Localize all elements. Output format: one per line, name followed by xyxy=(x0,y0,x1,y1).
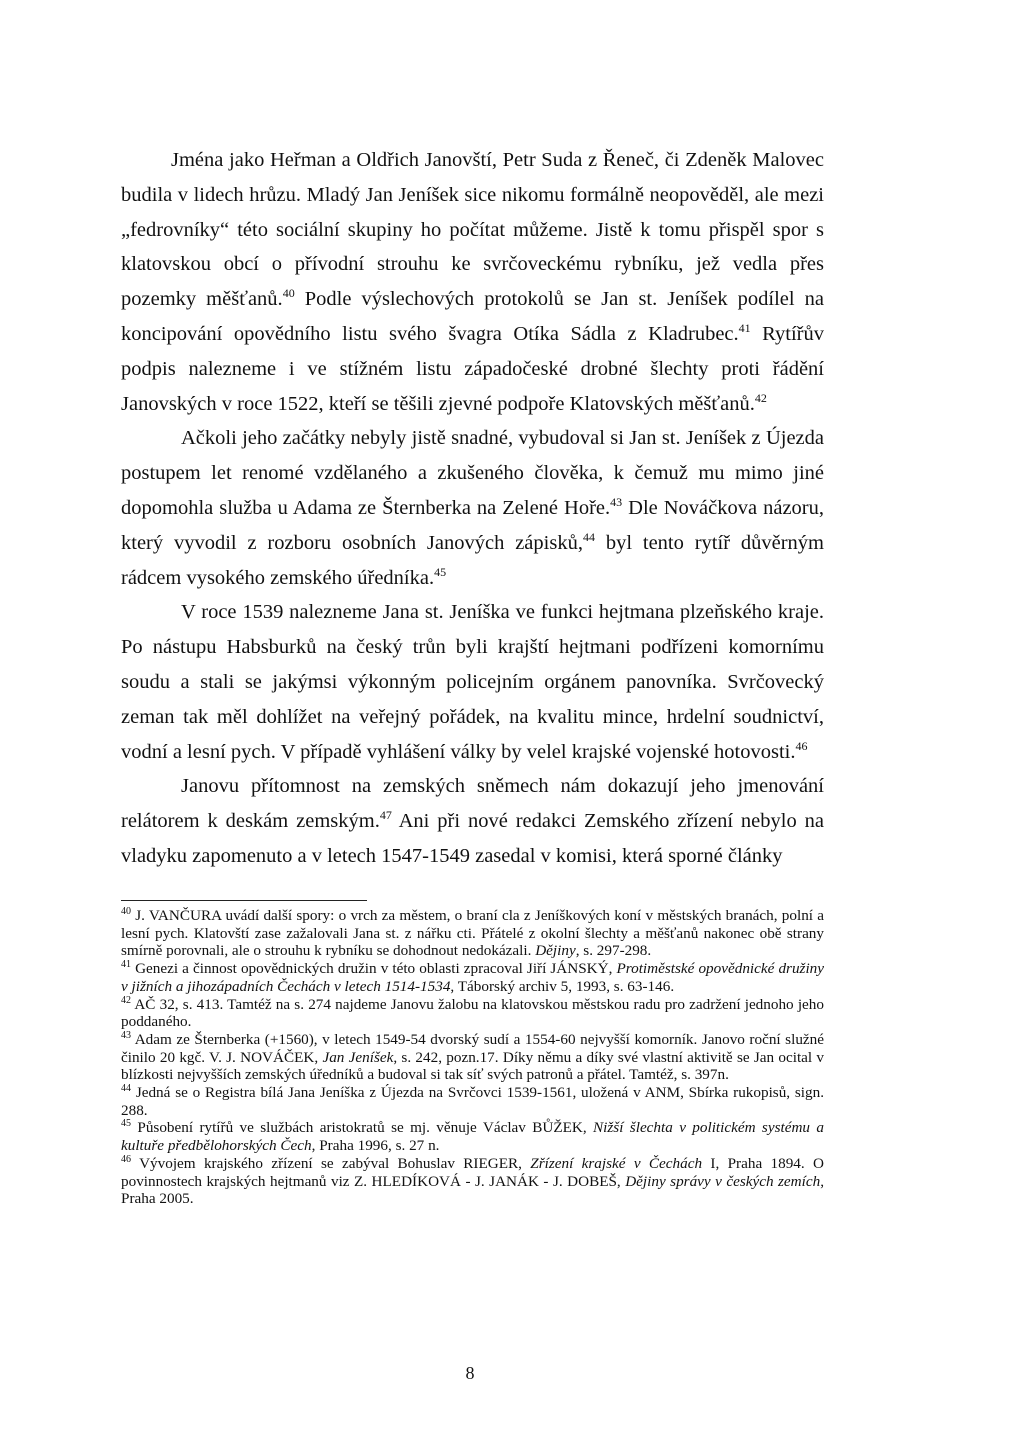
page-number: 8 xyxy=(465,1363,475,1383)
footnote xyxy=(121,907,824,960)
body-text xyxy=(121,143,824,874)
footnote-ref[interactable]: 47 xyxy=(379,808,392,823)
footnote-text: , Táborský archiv 5, 1993, s. 63-146. xyxy=(450,977,675,995)
paragraph xyxy=(121,421,824,595)
footnote-text: AČ 32, s. 413. Tamtéž na s. 274 najdeme Janovu žalobu na klatovskou městskou radu pro zadržení jednoho jeho poddaného. xyxy=(121,995,824,1031)
footnote xyxy=(121,960,824,995)
footnote-text: , Praha 2005. xyxy=(121,1172,824,1208)
paragraph-text: Podle výslechových protokolů se Jan st. Jeníšek podílel na koncipování opovědního listu svého švagra Otíka Sádla z Kladrubec. xyxy=(121,288,824,345)
paragraph-text: Ani při nové redakci Zemského zřízení nebylo na vladyku zapomenuto a v letech 1547-1549 zasedal v komisi, která sporné články xyxy=(121,810,824,867)
footnote-number: 43 xyxy=(121,1029,131,1041)
footnote-ref[interactable]: 44 xyxy=(582,529,595,544)
footnote-separator xyxy=(121,900,367,901)
footnote-text: I, Praha 1894. O povinnostech krajských hejtmanů viz Z. HLEDÍKOVÁ - J. JANÁK - J. DOBEŠ, xyxy=(121,1154,825,1190)
footnote-ref[interactable]: 40 xyxy=(282,286,295,301)
footnote xyxy=(121,1155,824,1208)
footnote-number: 44 xyxy=(121,1083,131,1095)
footnote-number: 41 xyxy=(121,959,131,971)
paragraph-text: Dle Nováčkova názoru, který vyvodil z rozboru osobních Janových zápisků, xyxy=(121,496,824,554)
footnote-text: Jedná se o Registra bílá Jana Jeníška z Újezda na Svrčovci 1539-1561, uložená v ANM, Sbírka rukopisů, sign. 288. xyxy=(121,1084,825,1119)
footnote-ref[interactable]: 45 xyxy=(434,564,447,579)
footnote-text: J. VANČURA uvádí další spory: o vrch za městem, o braní cla z Jeníškových koní v městských branách, polní a lesní pych. Klatovští zase zažalovali Jana st. z nářku cti. Přátelé z okolní šlechty a měšťanů nakonec obě strany smírně porovnali, ale o strouhu k rybníku se dohodnout nedokázali. xyxy=(121,907,824,960)
paragraph-text: Jména jako Heřman a Oldřich Janovští, Petr Suda z Řeneč, či Zdeněk Malovec budila v lidech hrůzu. Mladý Jan Jeníšek sice nikomu formálně neopověděl, ale mezi „fedrovníky“ této sociální skupiny ho počítat můžeme. Jistě k tomu přispěl spor s klatovskou obcí o přívodní strouhu ke svrčoveckému rybníku, jež vedla přes pozemky měšťanů. xyxy=(121,149,824,311)
footnote-ref[interactable]: 43 xyxy=(610,494,623,509)
footnote-ref[interactable]: 42 xyxy=(754,390,767,405)
paragraph-text: Ačkoli jeho začátky nebyly jistě snadné, vybudoval si Jan st. Jeníšek z Újezda postupem let renomé vzdělaného a zkušeného člověka, k čemuž mu mimo jiné dopomohla služba u Adama ze Šternberka na Zelené Hoře. xyxy=(121,427,824,519)
footnote xyxy=(121,1084,824,1119)
footnote-title: Dějiny správy v českých zemích xyxy=(625,1172,821,1190)
paragraph-text: byl tento rytíř důvěrným rádcem vysokého zemského úředníka. xyxy=(121,531,825,589)
paragraph-text: V roce 1539 nalezneme Jana st. Jeníška ve funkci hejtmana plzeňského kraje. Po nástupu Habsburků na český trůn byli krajští hejtmani podřízeni komornímu soudu a stali se jakýmsi výkonným policejním orgánem panovníka. Svrčovecký zeman tak měl dohlížet na veřejný pořádek, na kvalitu mince, hrdelní soudnictví, vodní a lesní pych. V případě vyhlášení války by velel krajské vojenské hotovosti. xyxy=(121,601,824,763)
footnote-ref[interactable]: 41 xyxy=(738,320,751,335)
footnote-number: 46 xyxy=(121,1153,131,1165)
footnote-title: Jan Jeníšek xyxy=(322,1048,394,1066)
paragraph-text: Rytířův podpis nalezneme i ve stížném listu západočeské drobné šlechty proti řádění Janovských v roce 1522, kteří se těšili zjevné podpoře Klatovských měšťanů. xyxy=(121,322,824,415)
footnote-title: Nižší šlechta v politickém systému a kultuře předbělohorských Čech xyxy=(121,1119,824,1155)
footnote-number: 45 xyxy=(121,1118,131,1130)
footnote-text: Genezi a činnost opovědnických družin v této oblasti zpracoval Jiří JÁNSKÝ, xyxy=(135,960,617,978)
footnote-text: , s. 242, pozn.17. Díky němu a díky své vlastní aktivitě se Jan ocital v blízkosti nejvyšších zemských úředníků a budoval si tak síť svých patronů a přátel. Tamtéž, s. 397n. xyxy=(121,1048,824,1084)
footnote xyxy=(121,1119,824,1154)
footnotes xyxy=(121,907,824,1208)
footnote-text: , s. 297-298. xyxy=(575,942,652,960)
footnote-title: Dějiny xyxy=(535,942,576,960)
footnote xyxy=(121,1031,824,1084)
footnote-title: Zřízení krajské v Čechách xyxy=(530,1154,703,1172)
paragraph xyxy=(121,595,824,769)
footnote xyxy=(121,996,824,1031)
paragraph xyxy=(121,769,824,873)
paragraph-text: Janovu přítomnost na zemských sněmech nám dokazují jeho jmenování relátorem k deskám zemským. xyxy=(121,775,824,833)
paragraph xyxy=(121,143,824,421)
footnote-text: , Praha 1996, s. 27 n. xyxy=(311,1137,440,1155)
footnote-number: 40 xyxy=(121,906,131,917)
footnote-ref[interactable]: 46 xyxy=(795,738,808,753)
footnote-text: Adam ze Šternberka (+1560), v letech 1549-54 dvorský sudí a 1554-60 nejvyšší komorník. Janovo roční služné činilo 20 kgč. V. J. NOVÁČEK, xyxy=(121,1030,824,1066)
footnote-text: Působení rytířů ve službách aristokratů se mj. věnuje Václav BŮŽEK, xyxy=(137,1119,594,1137)
footnote-number: 42 xyxy=(121,994,131,1006)
footnote-title: Protiměstské opovědnické družiny v jižních a jihozápadních Čechách v letech 1514-1534 xyxy=(121,960,825,995)
footnote-text: Vývojem krajského zřízení se zabýval Bohuslav RIEGER, xyxy=(139,1154,531,1172)
